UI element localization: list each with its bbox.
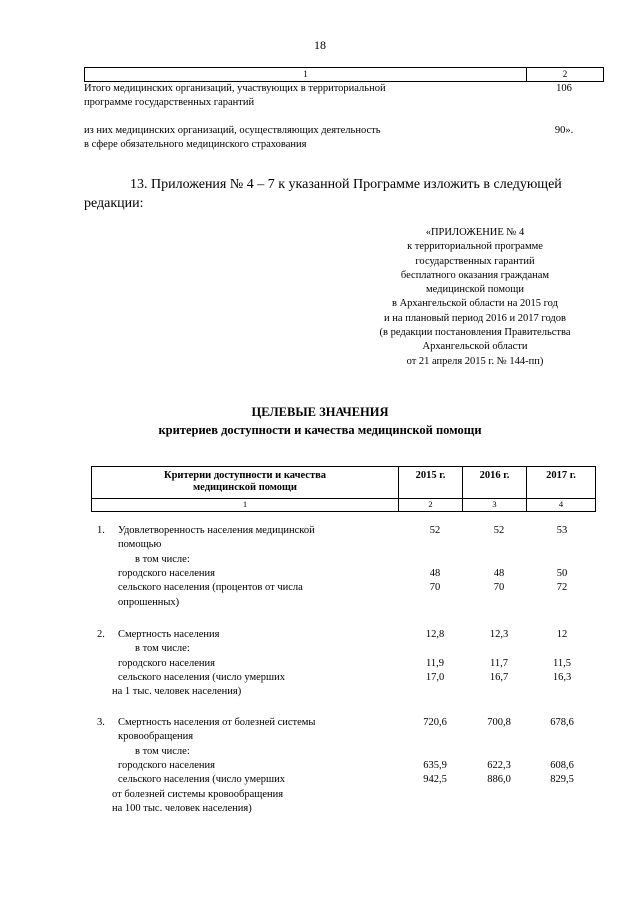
appendix-line: от 21 апреля 2015 г. № 144-пп): [406, 355, 544, 367]
rural-value-2015: 942,5: [423, 774, 447, 786]
item-number: 3.: [97, 717, 105, 728]
column-number: 2: [428, 499, 433, 509]
item-number: 2.: [97, 629, 105, 640]
subcategory-label: в том числе:: [135, 553, 190, 565]
rural-label: сельского населения (число умерших: [118, 774, 285, 786]
urban-value-2017: 50: [556, 567, 568, 579]
value-2015: 12,8: [425, 629, 445, 640]
item-name: Смертность населения: [118, 629, 220, 640]
appendix-line: государственных гарантий: [415, 255, 535, 267]
subcategory-label: в том числе:: [135, 643, 190, 655]
value-2016: 12,3: [489, 629, 509, 640]
criteria-item: [91, 628, 594, 700]
column-number: 4: [558, 499, 564, 509]
urban-value-2015: 11,9: [426, 657, 444, 669]
document-subtitle: критериев доступности и качества медицинской помощи: [158, 423, 482, 437]
row-value: 106: [556, 83, 572, 94]
urban-value-2016: 11,7: [490, 657, 508, 669]
rural-label: сельского населения (число умерших: [118, 671, 285, 683]
rural-value-2016: 70: [493, 582, 505, 594]
year-2017-header: 2017 г.: [546, 470, 576, 481]
criteria-column-header: Критерии доступности и качества медицинской помощи: [163, 470, 327, 493]
rural-label-continuation: от болезней системы кровообращения: [112, 788, 284, 800]
year-2015-header: 2015 г.: [415, 470, 446, 481]
rural-value-2016: 16,7: [489, 671, 509, 683]
appendix-line: Архангельской области: [422, 341, 528, 353]
item-name: Смертность населения от болезней системы кровообращения: [118, 717, 316, 743]
rural-value-2017: 829,5: [550, 774, 574, 786]
criteria-item: [91, 716, 594, 822]
page-number: 18: [314, 38, 326, 52]
rural-label-continuation: на 100 тыс. человек населения): [112, 802, 252, 814]
appendix-line: (в редакции постановления Правительства: [379, 327, 571, 339]
column-number: 3: [492, 499, 497, 509]
appendix-heading: [340, 226, 610, 369]
criteria-item: [91, 524, 594, 614]
rural-value-2016: 886,0: [487, 774, 511, 786]
value-2015: 52: [429, 525, 441, 536]
paragraph-line: редакции:: [84, 196, 144, 211]
appendix-line: «ПРИЛОЖЕНИЕ № 4: [425, 227, 525, 238]
value-2016: 700,8: [487, 717, 511, 728]
top-table-col1-number: 1: [303, 69, 308, 79]
urban-label: городского населения: [118, 759, 215, 771]
row-text: [84, 82, 514, 110]
urban-value-2015: 48: [429, 567, 441, 579]
urban-value-2017: 608,6: [550, 759, 574, 771]
appendix-line: к территориальной программе: [407, 241, 543, 253]
value-2017: 53: [556, 525, 568, 536]
year-2016-header: 2016 г.: [479, 470, 510, 481]
row-text-line: программе государственных гарантий: [84, 97, 255, 108]
value-2017: 12: [556, 629, 568, 640]
top-table-header: [84, 67, 604, 82]
urban-label: городского населения: [118, 567, 215, 579]
urban-value-2017: 11,5: [553, 657, 571, 669]
urban-value-2016: 622,3: [487, 759, 511, 771]
appendix-line: медицинской помощи: [426, 284, 524, 296]
item-name: Удовлетворенность населения медицинской помощью: [118, 525, 315, 551]
row-text-line: из них медицинских организаций, осуществляющих деятельность: [84, 125, 381, 136]
urban-label: городского населения: [118, 657, 215, 669]
value-2017: 678,6: [550, 717, 574, 728]
amendment-paragraph: [84, 175, 604, 213]
criteria-table-header: [91, 466, 596, 512]
rural-label-continuation: опрошенных): [118, 596, 180, 608]
rural-value-2017: 72: [556, 582, 568, 594]
row-text-line: Итого медицинских организаций, участвующих в территориальной: [84, 83, 386, 94]
appendix-line: и на плановый период 2016 и 2017 годов: [384, 312, 566, 324]
paragraph-line: 13. Приложения № 4 – 7 к указанной Программе изложить в следующей: [130, 177, 562, 192]
column-number: 1: [242, 499, 248, 509]
row-text-line: в сфере обязательного медицинского страхования: [84, 139, 307, 150]
document-title: ЦЕЛЕВЫЕ ЗНАЧЕНИЯ: [251, 405, 389, 419]
urban-value-2016: 48: [493, 567, 505, 579]
value-2015: 720,6: [423, 717, 447, 728]
appendix-line: в Архангельской области на 2015 год: [392, 298, 558, 310]
appendix-line: бесплатного оказания гражданам: [400, 269, 550, 281]
rural-value-2017: 16,3: [552, 671, 572, 683]
rural-value-2015: 70: [429, 582, 441, 594]
urban-value-2015: 635,9: [423, 759, 447, 771]
subcategory-label: в том числе:: [135, 745, 190, 757]
rural-label-continuation: на 1 тыс. человек населения): [112, 686, 242, 698]
rural-value-2015: 17,0: [425, 671, 445, 683]
row-value: 90».: [554, 125, 574, 136]
item-number: 1.: [97, 525, 105, 536]
value-2016: 52: [493, 525, 505, 536]
top-table: [84, 67, 604, 150]
row-text: [84, 124, 514, 152]
rural-label: сельского населения (процентов от числа: [118, 582, 303, 594]
top-table-col2-number: 2: [562, 69, 568, 79]
